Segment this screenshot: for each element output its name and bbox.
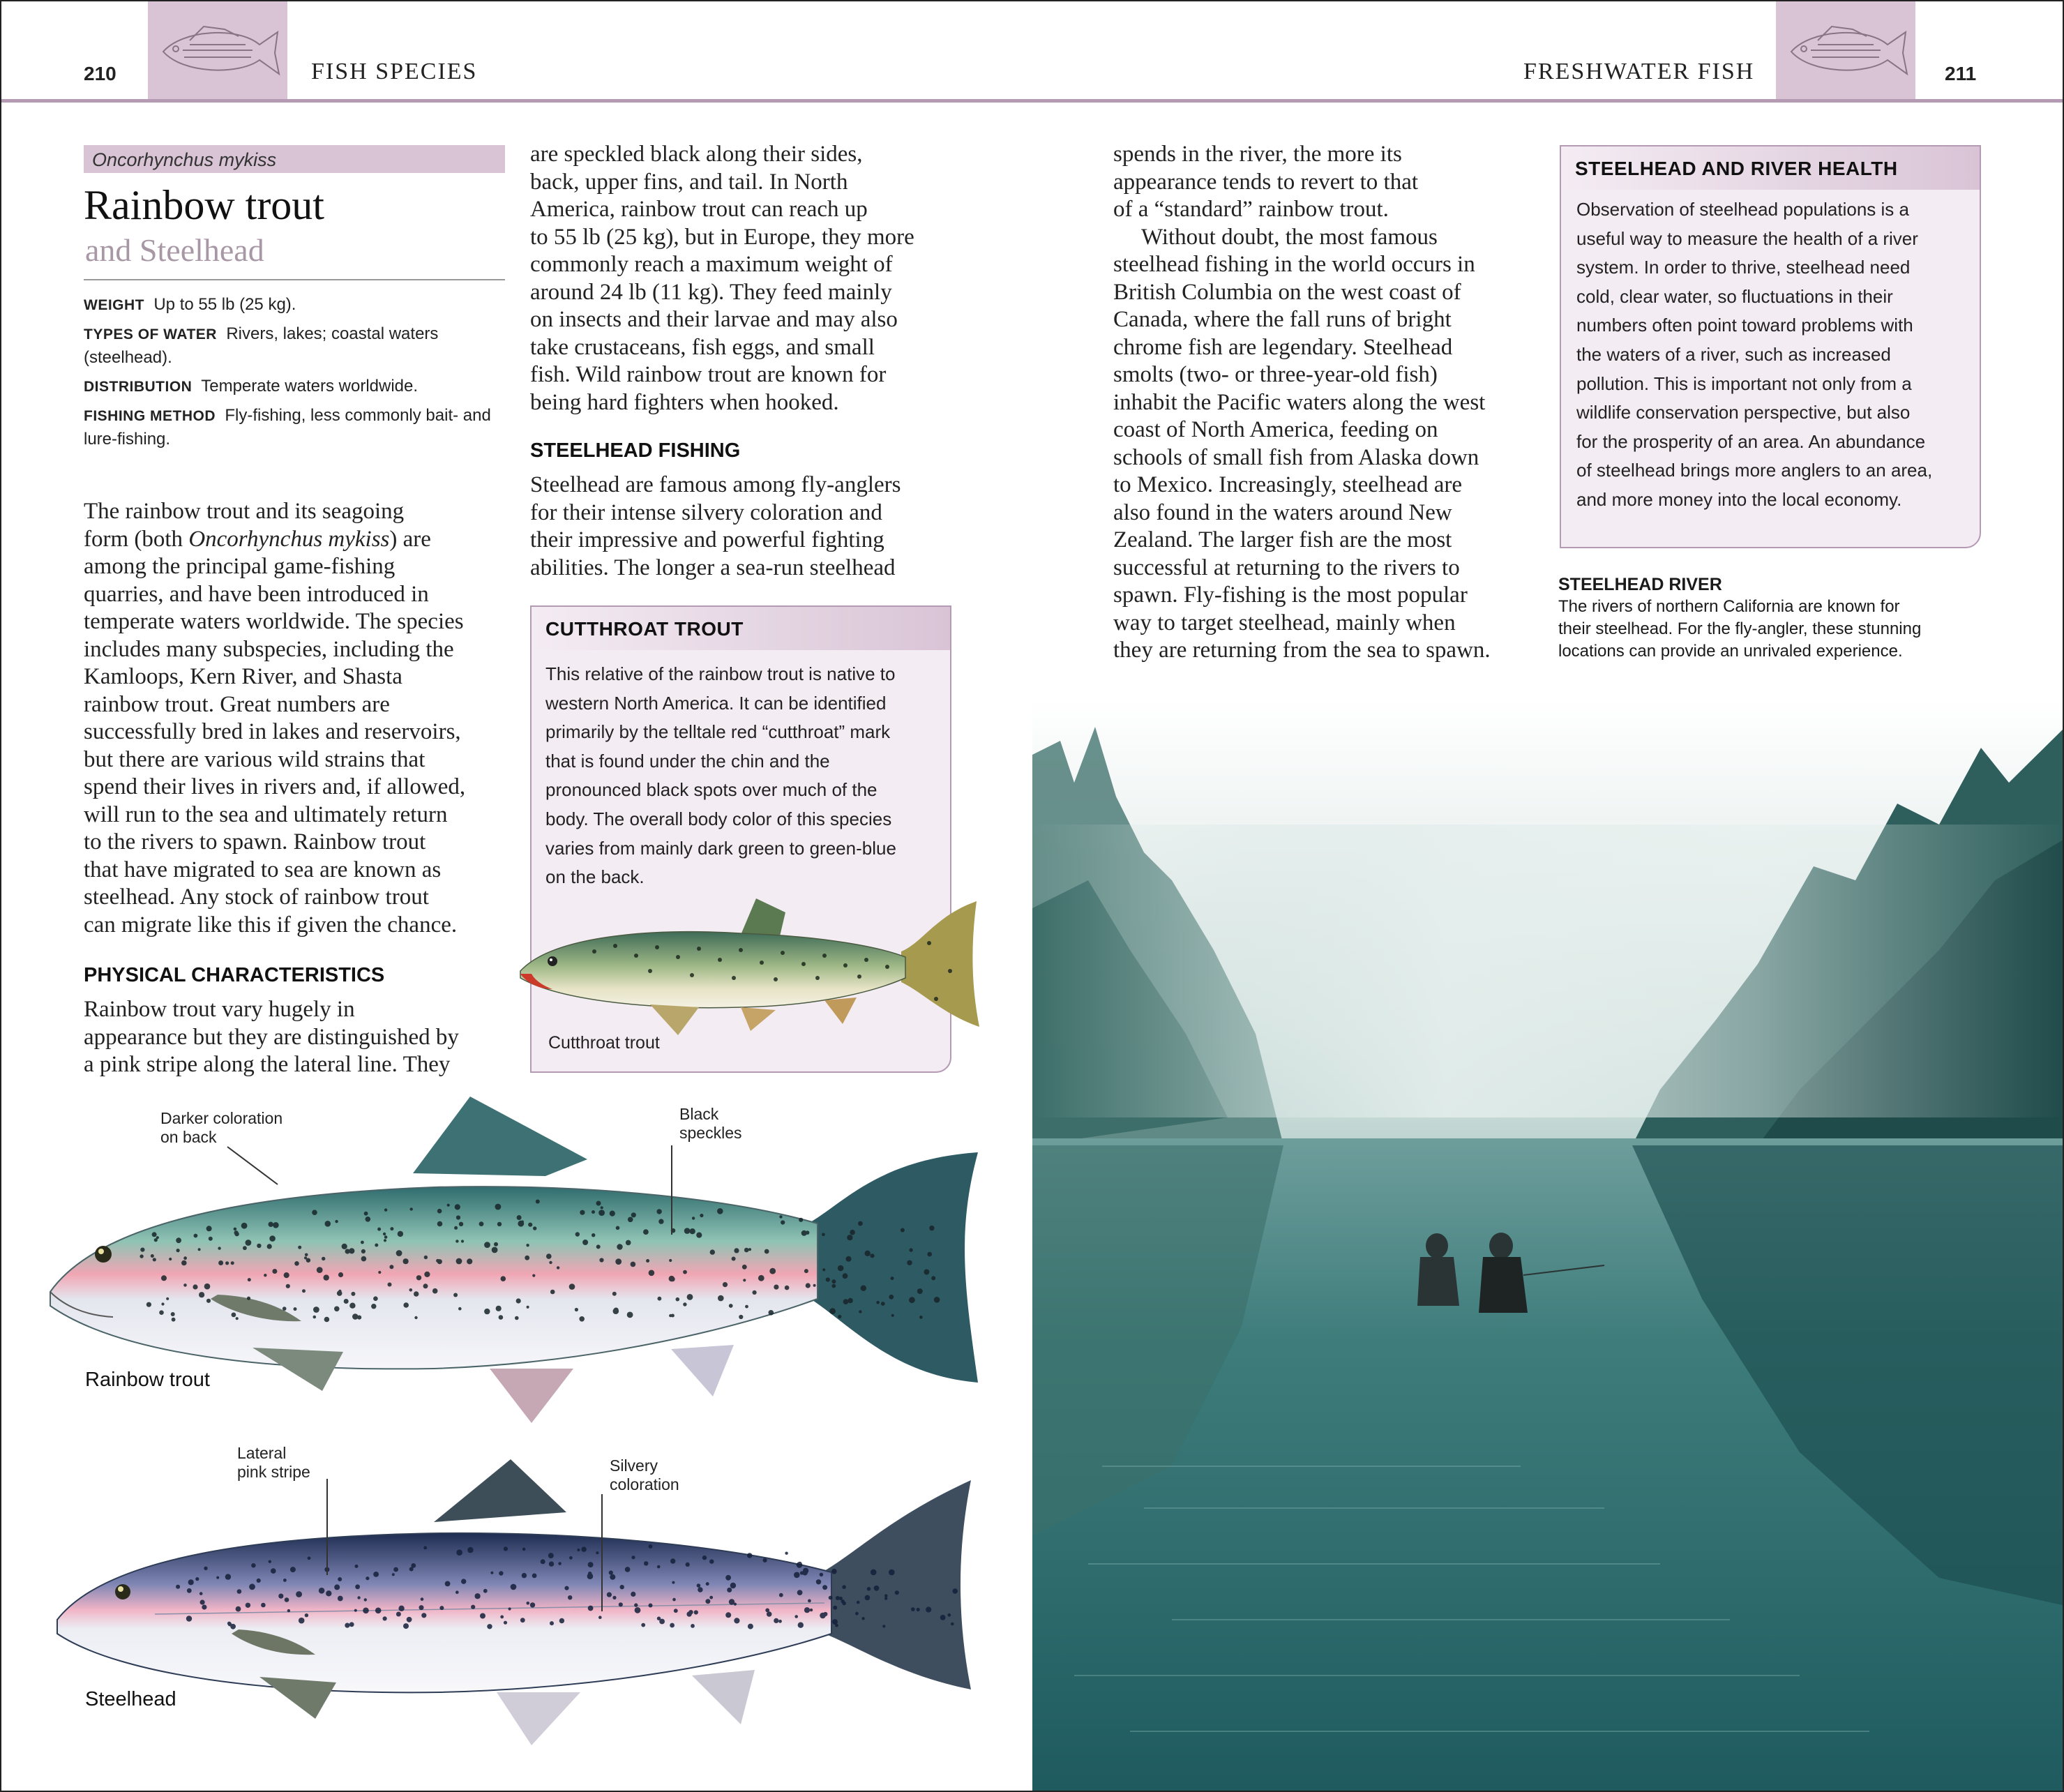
fact-fishing-method: FISHING METHOD Fly-fishing, less commonly bait- and lure-fishing. [84, 406, 491, 449]
photo-caption-text: The rivers of northern California are known for their steelhead. For the fly-angler, these stunning locations can provide an unrivaled experience. [1558, 597, 1922, 661]
label-lateral-pink-stripe: Lateral pink stripe [237, 1444, 310, 1481]
rainbow-trout-name: Rainbow trout [85, 1369, 210, 1391]
leader-line-speckles [668, 1145, 675, 1236]
latin-name: Oncorhynchus mykiss [92, 149, 277, 170]
steelhead-river-photo [1032, 699, 2064, 1792]
river-scene [1032, 699, 2064, 1792]
cutthroat-caption: Cutthroat trout [548, 1033, 660, 1053]
title-rule [84, 279, 505, 280]
fact-water: TYPES OF WATER Rivers, lakes; coastal waters (steelhead). [84, 324, 439, 367]
photo-caption-heading: STEELHEAD RIVER [1558, 575, 1722, 594]
steelhead-fishing-heading: STEELHEAD FISHING [530, 439, 741, 462]
cutthroat-box-header: CUTTHROAT TROUT [532, 607, 950, 650]
cutthroat-trout-illustration [511, 887, 985, 1048]
header-fish-tab-right [1776, 1, 1915, 99]
river-health-text: Observation of steelhead populations is a useful way to measure the health of a river system. In order to thrive, steelhead need cold, clear water, so fluctuations in their numbers often point toward problems with the waters of a river, such as increased pollution. This is important not only from a wildlife conservation perspective, but also for the prosperity of an area. An abundance of steelhead brings more anglers to an area, and more money into the local economy. [1576, 199, 1933, 510]
physical-heading: PHYSICAL CHARACTERISTICS [84, 964, 385, 986]
label-darker-coloration: Darker coloration on back [160, 1109, 283, 1146]
fact-distribution: DISTRIBUTION Temperate waters worldwide. [84, 377, 419, 396]
river-health-box [1560, 145, 1981, 548]
river-health-header: STEELHEAD AND RIVER HEALTH [1561, 146, 1980, 190]
fish-emblem-icon [1776, 1, 1915, 99]
fact-weight: WEIGHT Up to 55 lb (25 kg). [84, 295, 296, 314]
photo-caption [1558, 573, 1991, 663]
species-title: Rainbow trout [84, 182, 324, 228]
leader-line-silver [598, 1494, 605, 1613]
label-silvery-coloration: Silvery coloration [610, 1456, 679, 1493]
fact-list [84, 293, 505, 456]
steelhead-illustration [50, 1452, 985, 1759]
intro-paragraph: The rainbow trout and its seagoing form (both Oncorhynchus mykiss) are among the principal game-fishing quarries, and have been introduced in temperate waters worldwide. The species includes many subspecies, including the Kamloops, Kern River, and Shasta rainbow trout. Great numbers are successfully bred in lakes and reservoirs, but there are various wild strains that spend their lives in rivers and, if allowed, will run to the sea and ultimately return to the rivers to spawn. Rainbow trout that have migrated to sea are known as steelhead. Any stock of rainbow trout can migrate like this if given the chance. [84, 499, 466, 938]
col3-paragraph: spends in the river, the more its appearance tends to revert to that of a “standard” rainbow trout. Without doubt, the most famous steelhead fishing in the world occurs in British Columbia on the west coast of Canada, where the fall runs of bright chrome fish are legendary. Steelhead smolts (two- or three-year-old fish) inhabit the Pacific waters along the west coast of North America, feeding on schools of small fish from Alaska down to Mexico. Increasingly, steelhead are also found in the waters around New Zealand. The larger fish are the most successful at returning to the rivers to spawn. Fly-fishing is the most popular way to target steelhead, mainly when they are returning from the sea to spawn. [1113, 142, 1491, 663]
steelhead-name: Steelhead [85, 1688, 176, 1710]
fish-emblem-icon [148, 1, 287, 99]
latin-name-bar [84, 145, 505, 173]
species-subtitle: and Steelhead [85, 232, 264, 268]
steelhead-fishing-paragraph: Steelhead are famous among fly-anglers for their intense silvery coloration and their impressive and powerful fighting abilities. The longer a sea-run steelhead [530, 472, 901, 580]
label-black-speckles: Black speckles [679, 1105, 742, 1142]
right-running-title: FRESHWATER FISH [1523, 59, 1755, 84]
header-rule [1, 99, 2064, 103]
leader-line-stripe [324, 1479, 331, 1576]
cutthroat-box-text: This relative of the rainbow trout is native to western North America. It can be identified primarily by the telltale red “cutthroat” mark that is found under the chin and the pronounced black spots over much of the body. The overall body color of this species varies from mainly dark green to green-blue on the back. [545, 663, 896, 888]
right-page-number: 211 [1945, 63, 1977, 84]
left-running-title: FISH SPECIES [311, 59, 478, 84]
leader-line-back [225, 1145, 287, 1187]
col2-paragraph: are speckled black along their sides, back, upper fins, and tail. In North America, rainbow trout can reach up to 55 lb (25 kg), but in Europe, they more commonly reach a maximum weight of around 24 lb (11 kg). They feed mainly on insects and their larvae and may also take crustaceans, fish eggs, and small fish. Wild rainbow trout are known for being hard fighters when hooked. [530, 142, 914, 415]
physical-paragraph: Rainbow trout vary hugely in appearance but they are distinguished by a pink stripe along the lateral line. They [84, 997, 459, 1077]
header-fish-tab-left [148, 1, 287, 99]
left-page-number: 210 [84, 63, 116, 84]
